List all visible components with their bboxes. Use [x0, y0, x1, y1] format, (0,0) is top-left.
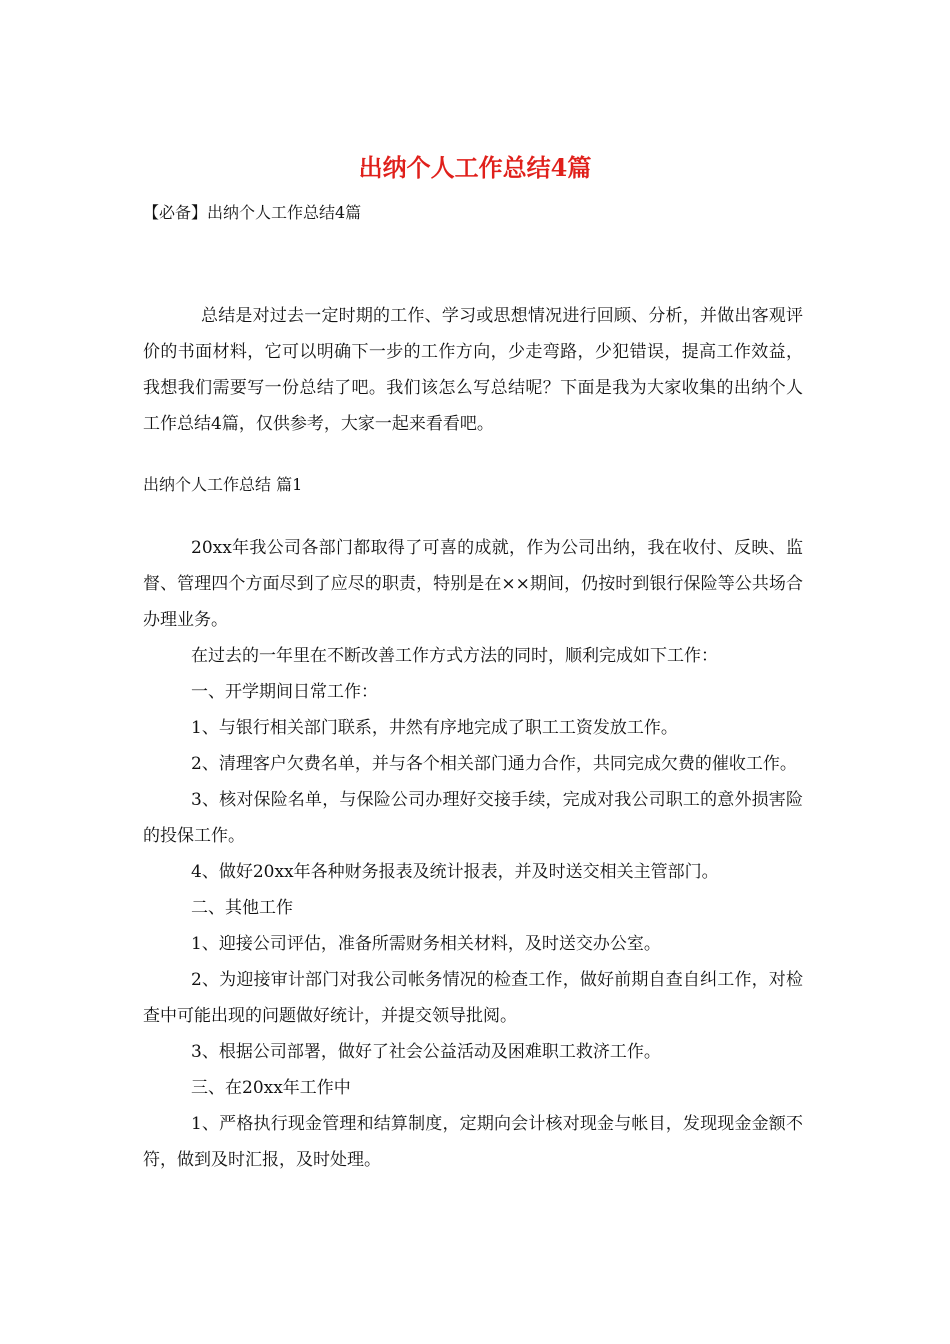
- document-body: [143, 298, 803, 1178]
- paragraph: 3、根据公司部署，做好了社会公益活动及困难职工救济工作。: [191, 1042, 661, 1062]
- paragraph: 2、为迎接审计部门对我公司帐务情况的检查工作，做好前期自查自纠工作，对检查中可能出现的问题做好统计，并提交领导批阅。: [143, 970, 803, 1026]
- document-subtitle: 【必备】出纳个人工作总结4篇: [143, 203, 362, 222]
- paragraph: 一、开学期间日常工作：: [191, 682, 378, 702]
- paragraph: 20xx年我公司各部门都取得了可喜的成就，作为公司出纳，我在收付、反映、监督、管理四个方面尽到了应尽的职责，特别是在××期间，仍按时到银行保险等公共场合办理业务。: [143, 538, 803, 630]
- paragraph: 三、在20xx年工作中: [191, 1078, 351, 1098]
- paragraph: 1、迎接公司评估，准备所需财务相关材料，及时送交办公室。: [191, 934, 661, 954]
- document-title: 出纳个人工作总结4篇: [358, 153, 592, 182]
- paragraph: 3、核对保险名单，与保险公司办理好交接手续，完成对我公司职工的意外损害险的投保工作。: [143, 790, 803, 846]
- paragraph: 1、严格执行现金管理和结算制度，定期向会计核对现金与帐目，发现现金金额不符，做到及时汇报，及时处理。: [143, 1114, 803, 1170]
- paragraph: 1、与银行相关部门联系，井然有序地完成了职工工资发放工作。: [191, 718, 678, 738]
- intro-section: [143, 298, 803, 442]
- intro-paragraph: 总结是对过去一定时期的工作、学习或思想情况进行回顾、分析，并做出客观评价的书面材料，它可以明确下一步的工作方向，少走弯路，少犯错误，提高工作效益，我想我们需要写一份总结了吧。我们该怎么写总结呢？下面是我为大家收集的出纳个人工作总结4篇，仅供参考，大家一起来看看吧。: [143, 306, 803, 434]
- paragraph: 在过去的一年里在不断改善工作方式方法的同时，顺利完成如下工作：: [191, 646, 718, 666]
- section-content: [143, 530, 803, 1178]
- paragraph: 二、其他工作: [191, 898, 293, 918]
- section-heading: 出纳个人工作总结 篇1: [143, 475, 303, 494]
- paragraph: 2、清理客户欠费名单，并与各个相关部门通力合作，共同完成欠费的催收工作。: [191, 754, 797, 774]
- paragraph: 4、做好20xx年各种财务报表及统计报表，并及时送交相关主管部门。: [191, 862, 719, 882]
